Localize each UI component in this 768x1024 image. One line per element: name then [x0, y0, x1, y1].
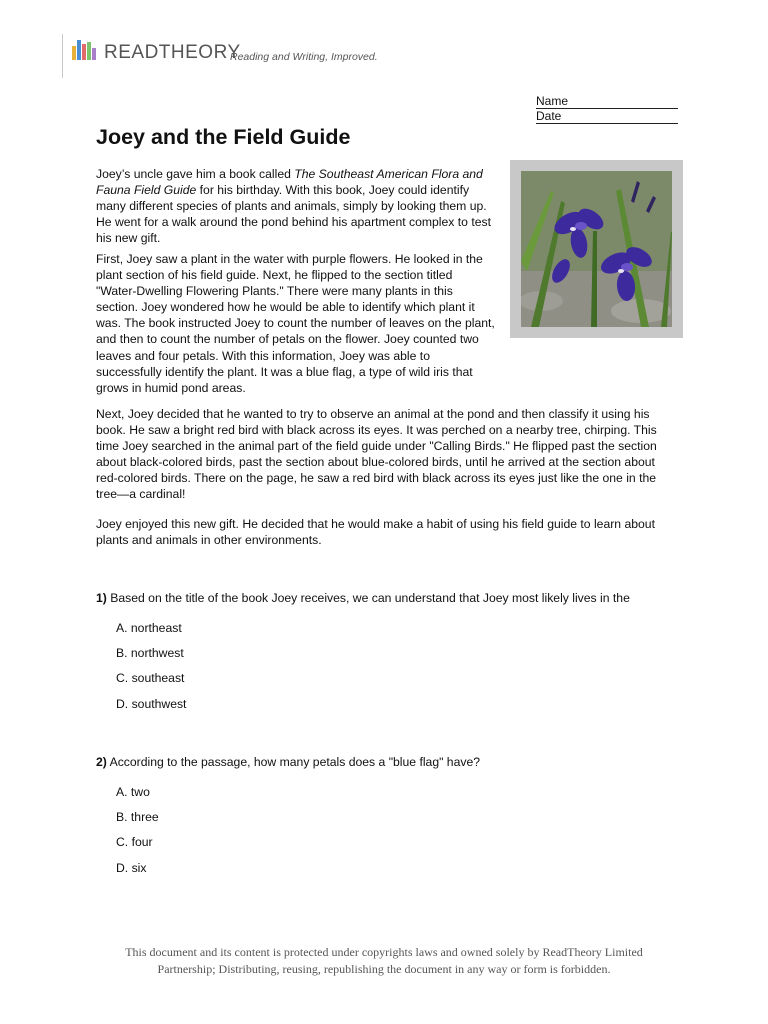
- answer-option[interactable]: B. northwest: [116, 646, 184, 660]
- answer-option[interactable]: A. northeast: [116, 621, 182, 635]
- book-title: The Southeast American Flora and Fauna Field Guide: [96, 167, 483, 198]
- question-text: According to the passage, how many petals does a "blue flag" have?: [109, 755, 481, 769]
- passage-title: Joey and the Field Guide: [96, 125, 351, 149]
- iris-photo-frame: [510, 160, 683, 338]
- brand-tagline: Reading and Writing, Improved.: [230, 51, 378, 63]
- passage-paragraph-1: [96, 166, 496, 246]
- answer-option[interactable]: C. southeast: [116, 671, 185, 685]
- answer-option[interactable]: A. two: [116, 785, 150, 799]
- name-date-fields: [536, 94, 678, 124]
- question-text: Based on the title of the book Joey receives, we can understand that Joey most likely lives in the: [110, 591, 630, 605]
- answer-option[interactable]: D. six: [116, 861, 147, 875]
- question-number: 1): [96, 591, 107, 605]
- footer-line-2: Partnership; Distributing, reusing, republishing the document in any way or form is forbidden.: [157, 962, 611, 976]
- p1-rest: for his birthday. With this book, Joey could identify many different species of plants and animals, simply by looking them up. He went for a walk around the pond behind his apartment complex to test his new gift.: [96, 183, 491, 246]
- question-number: 2): [96, 755, 107, 769]
- passage-paragraph-4: Joey enjoyed this new gift. He decided that he would make a habit of using his field guide to learn about plants and animals in other environments.: [96, 517, 655, 548]
- answer-option[interactable]: C. four: [116, 835, 153, 849]
- name-field[interactable]: [536, 94, 678, 109]
- p1-intro: Joey’s uncle gave him a book called: [96, 167, 295, 181]
- blue-flag-iris-photo: [521, 171, 672, 327]
- answer-option[interactable]: B. three: [116, 810, 159, 824]
- copyright-footer: [100, 944, 668, 978]
- name-label: Name: [536, 94, 569, 108]
- footer-line-1: This document and its content is protected under copyrights laws and owned solely by ReadTheory Limited: [125, 945, 643, 959]
- header-divider: [62, 34, 63, 78]
- date-field[interactable]: [536, 109, 678, 124]
- date-label: Date: [536, 109, 562, 123]
- question-1: [96, 591, 630, 605]
- answer-option[interactable]: D. southwest: [116, 697, 187, 711]
- passage-paragraph-3: Next, Joey decided that he wanted to try to observe an animal at the pond and then classify it using his book. He saw a bright red bird with black across its eyes. It was perched on a nearby tree, chirping. This time Joey searched in the animal part of the field guide under "Calling Birds." He flipped past the section about black-colored birds, past the section about blue-colored birds, until he arrived at the section about red-colored birds. There on the page, he saw a red bird with black across its eyes just like the one in the tree—a cardinal!: [96, 407, 657, 502]
- passage-paragraph-2: First, Joey saw a plant in the water with purple flowers. He looked in the plant section of his field guide. Next, he flipped to the section titled "Water-Dwelling Flowering Plants." There were many plants in this section. Joey wondered how he would be able to identify which plant it was. The book instructed Joey to count the number of leaves on the plant, and then to count the number of petals on the flower. Joey counted two leaves and four petals. With this information, Joey was able to successfully identify the plant. It was a blue flag, a type of wild iris that grows in humid pond areas.: [96, 252, 495, 395]
- question-2: [96, 755, 480, 769]
- iris-flower-image: [521, 171, 672, 327]
- brand-name: READTHEORY: [104, 42, 241, 63]
- readtheory-logo-icon: [72, 40, 96, 60]
